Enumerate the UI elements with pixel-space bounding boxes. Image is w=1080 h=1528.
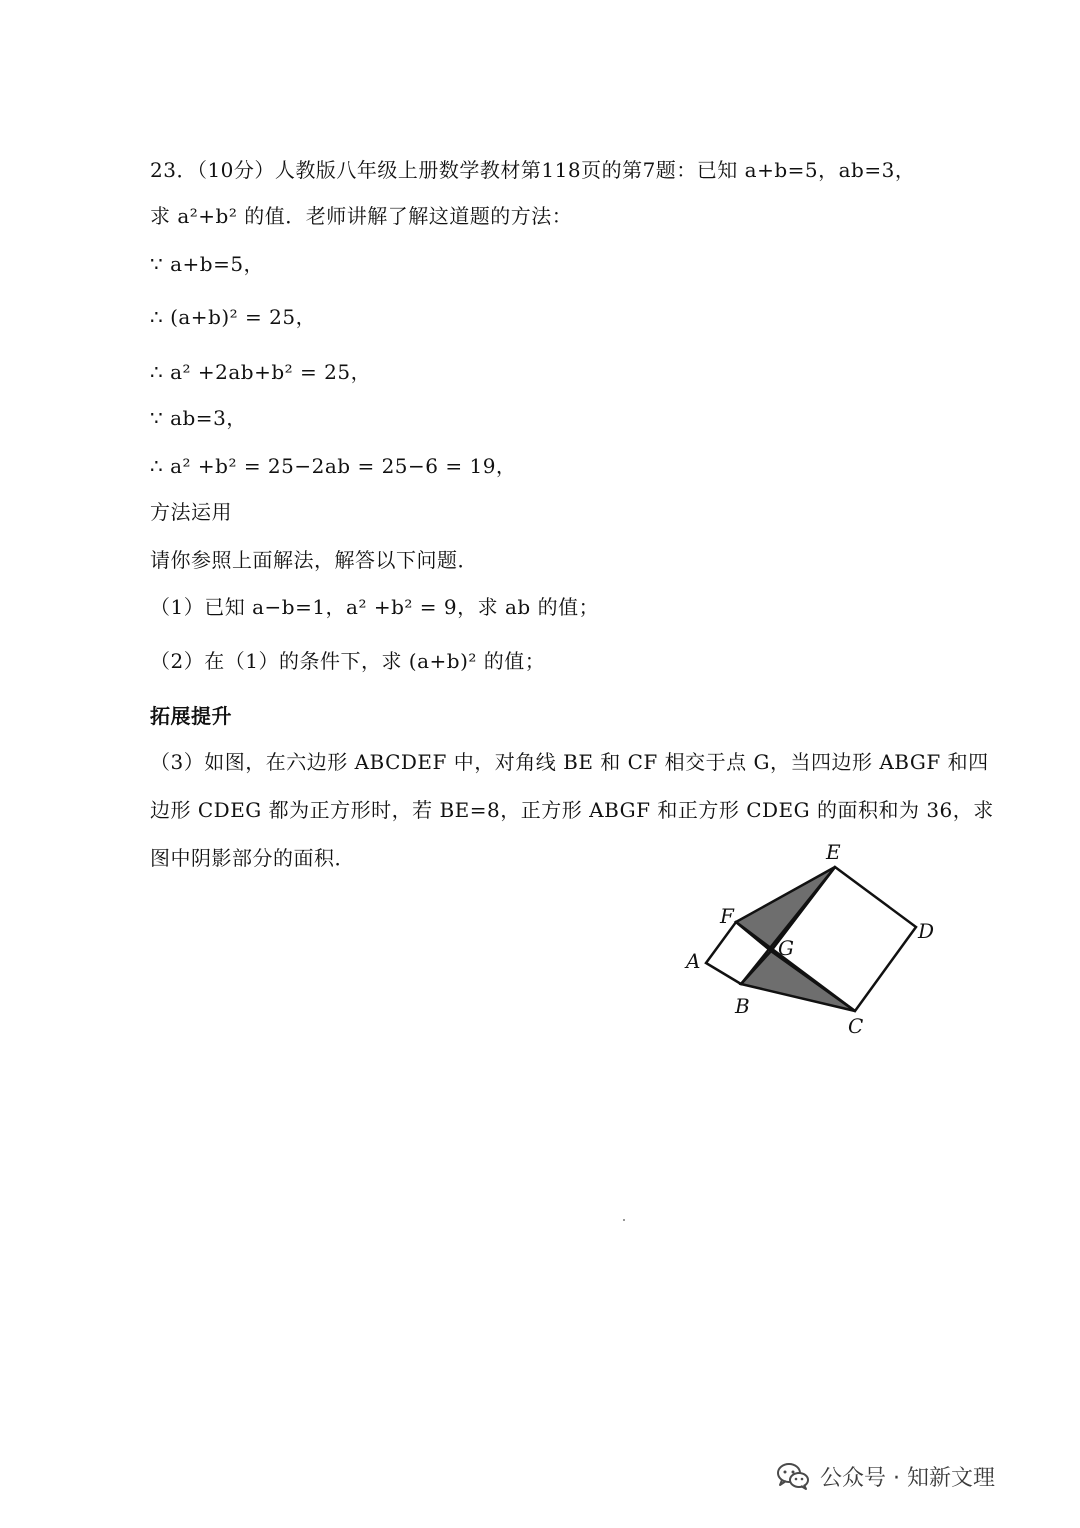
watermark <box>776 1458 995 1494</box>
section-method-heading: 方法运用 <box>150 500 232 524</box>
solution-step-3: ∴ a² +2ab+b² = 25， <box>150 360 372 384</box>
instruction-text: 请你参照上面解法，解答以下问题． <box>150 548 478 572</box>
label-c: C <box>848 1014 864 1038</box>
problem-header-continued: 求 a²+b² 的值．老师讲解了解这道题的方法： <box>150 204 573 228</box>
question-3-line-2: 边形 CDEG 都为正方形时，若 BE=8，正方形 ABGF 和正方形 CDEG 的面积和为 36，求 <box>150 798 994 822</box>
label-d: D <box>918 919 935 943</box>
label-a: A <box>686 949 701 973</box>
label-g: G <box>778 936 794 960</box>
wechat-icon <box>776 1461 810 1491</box>
section-extend-heading: 拓展提升 <box>150 704 232 728</box>
hexagon-figure <box>680 835 950 1045</box>
label-b: B <box>735 994 750 1018</box>
question-3-line-3: 图中阴影部分的面积． <box>150 846 355 870</box>
question-3-line-1: （3）如图，在六边形 ABCDEF 中，对角线 BE 和 CF 相交于点 G，当四边形 ABGF 和四 <box>150 750 989 774</box>
solution-step-5: ∴ a² +b² = 25−2ab = 25−6 = 19， <box>150 454 517 478</box>
problem-header: 23．（10分）人教版八年级上册数学教材第118页的第7题：已知 a+b=5，ab=3， <box>150 158 916 182</box>
solution-step-1: ∵ a+b=5， <box>150 252 265 276</box>
question-1: （1）已知 a−b=1，a² +b² = 9，求 ab 的值； <box>150 595 600 619</box>
question-2: （2）在（1）的条件下，求 (a+b)² 的值； <box>150 649 546 673</box>
watermark-text: 公众号 · 知新文理 <box>820 1465 995 1491</box>
scan-speck <box>623 1219 625 1221</box>
shaded-triangle-bcg <box>741 951 855 1011</box>
label-f: F <box>720 904 734 928</box>
solution-step-4: ∵ ab=3， <box>150 406 247 430</box>
solution-step-2: ∴ (a+b)² = 25， <box>150 305 317 329</box>
label-e: E <box>826 840 841 864</box>
